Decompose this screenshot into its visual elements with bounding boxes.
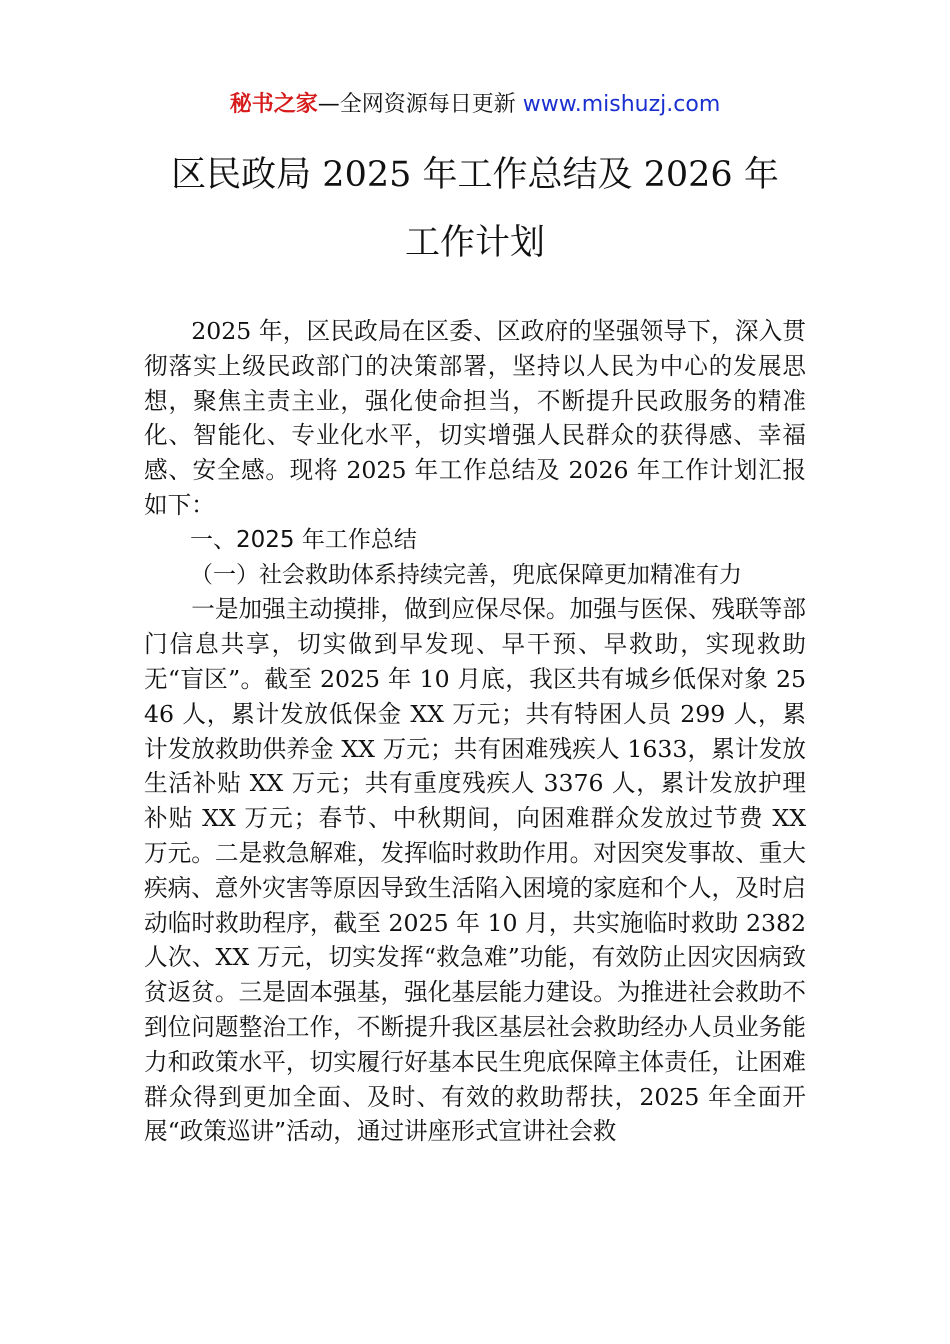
- document-title-line-2: 工作计划: [404, 223, 545, 263]
- site-url-link[interactable]: www.mishuzj.com: [522, 92, 721, 117]
- brand-name: 秘书之家: [229, 92, 318, 117]
- document-body: [144, 314, 806, 1149]
- header-separator: —: [317, 92, 340, 117]
- body-paragraph: 一是加强主动摸排，做到应保尽保。加强与医保、残联等部门信息共享，切实做到早发现、早干预、早救助，实现救助无“盲区”。截至 2025 年 10 月底，我区共有城乡低保对象 2546 人，累计发放低保金 XX 万元；共有特困人员 299 人，累计发放救助供养金 XX 万元；共有困难残疾人 1633，累计发放生活补贴 XX 万元；共有重度残疾人 3376 人，累计发放护理补贴 XX 万元；春节、中秋期间，向困难群众发放过节费 XX 万元。二是救急解难，发挥临时救助作用。对因突发事故、重大疾病、意外灾害等原因导致生活陷入困境的家庭和个人，及时启动临时救助程序，截至 2025 年 10 月，共实施临时救助 2382 人次、XX 万元，切实发挥“救急难”功能，有效防止因灾因病致贫返贫。三是固本强基，强化基层能力建设。为推进社会救助不到位问题整治工作，不断提升我区基层社会救助经办人员业务能力和政策水平，切实履行好基本民生兜底保障主体责任，让困难群众得到更加全面、及时、有效的救助帮扶，2025 年全面开展“政策巡讲”活动，通过讲座形式宣讲社会救: [144, 595, 806, 1146]
- intro-paragraph: 2025 年，区民政局在区委、区政府的坚强领导下，深入贯彻落实上级民政部门的决策部署，坚持以人民为中心的发展思想，聚焦主责主业，强化使命担当，不断提升民政服务的精准化、智能化、专业化水平，切实增强人民群众的获得感、幸福感、安全感。现将 2025 年工作总结及 2026 年工作计划汇报如下：: [144, 317, 806, 519]
- subsection-heading: （一）社会救助体系持续完善，兜底保障更加精准有力: [190, 561, 742, 588]
- document-title-line-1: 区民政局 2025 年工作总结及 2026 年: [171, 155, 779, 195]
- header-tagline: 全网资源每日更新: [339, 92, 523, 117]
- site-header: [0, 88, 950, 122]
- section-heading: 一、2025 年工作总结: [190, 526, 417, 553]
